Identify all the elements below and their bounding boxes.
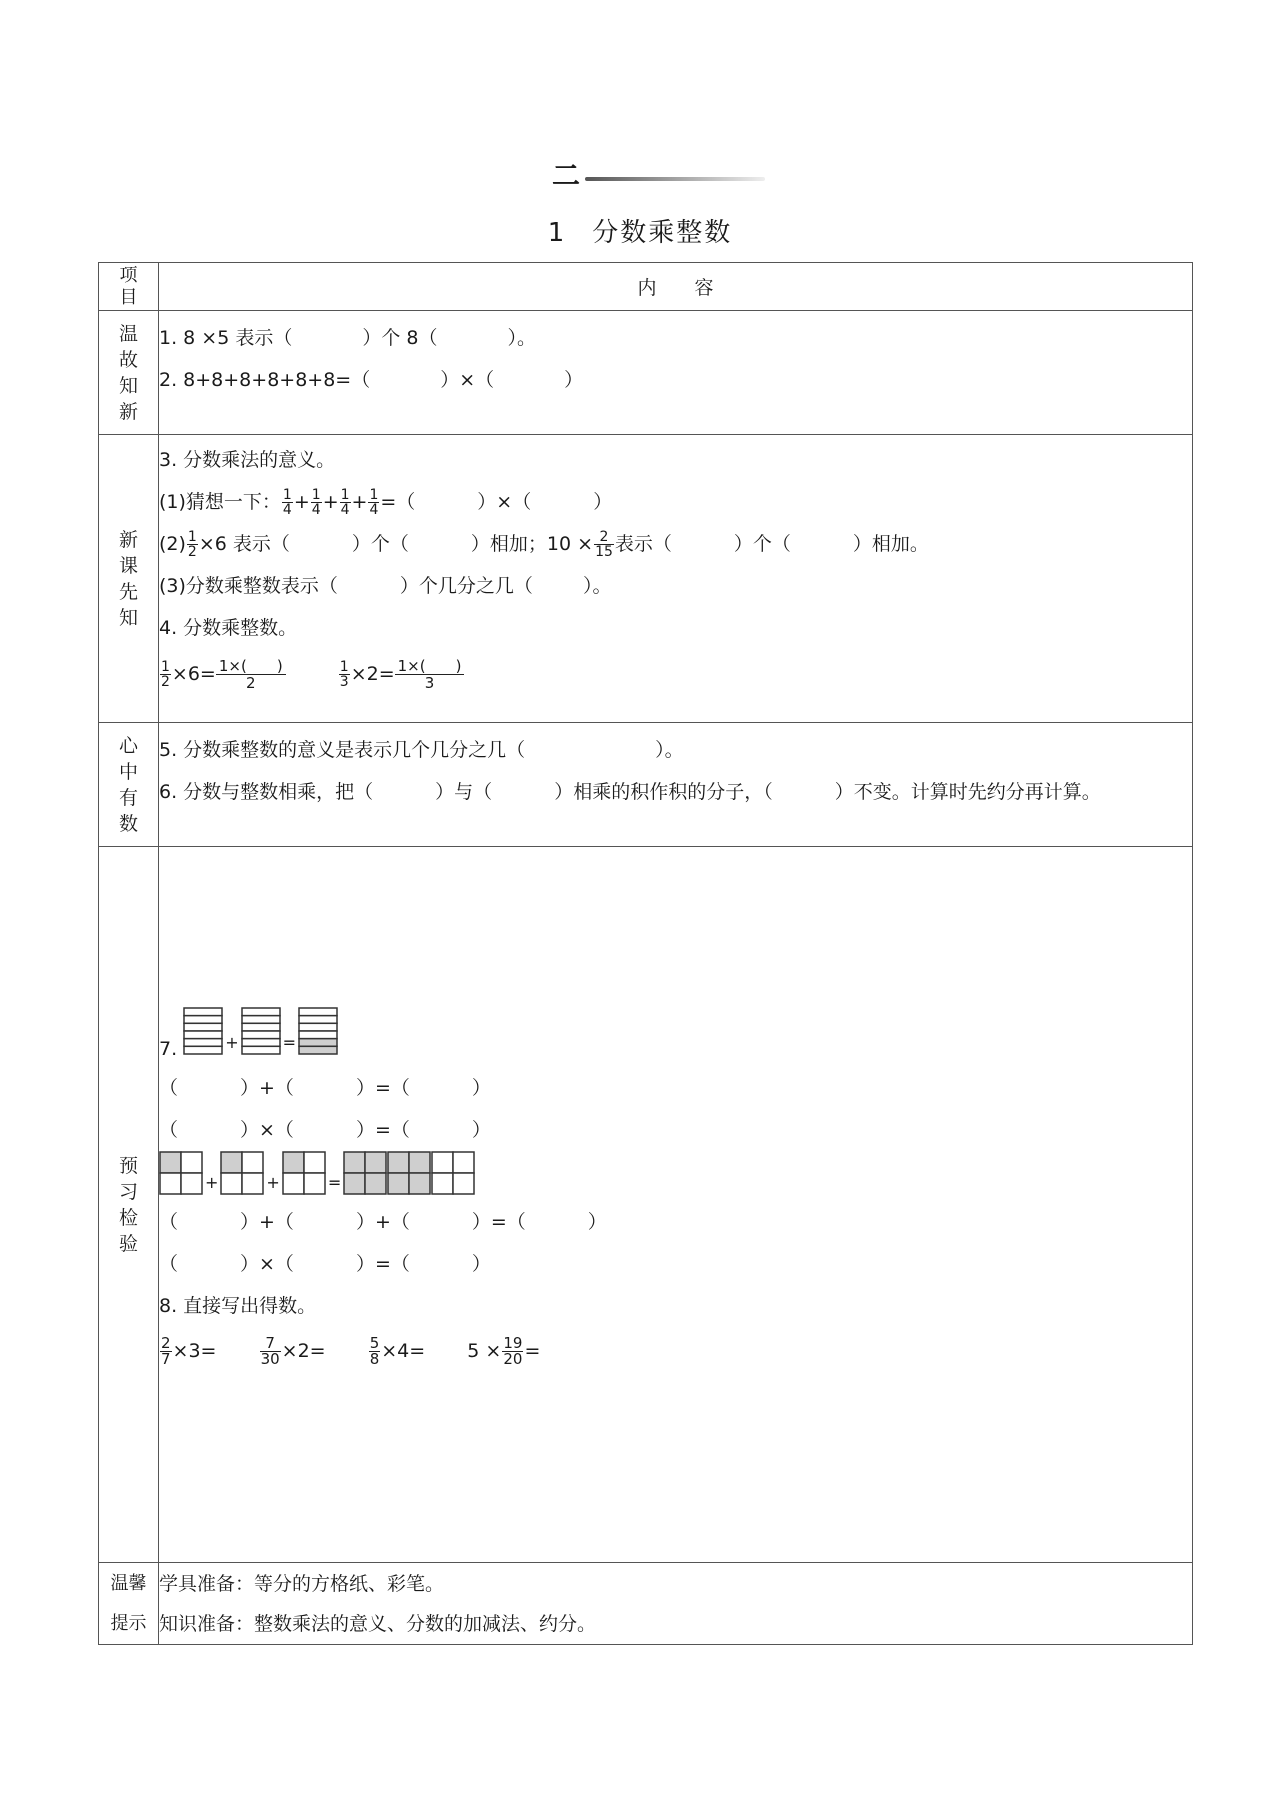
question-3-2: (2) $\frac{1}{2}$ ×6 表示（ ）个（ ）相加；10 × $\frac{2}{15}$ 表示（ ）个（ ）相加。: [159, 529, 929, 560]
strip-cell: [184, 1031, 222, 1039]
question-5: 5. 分数乘整数的意义是表示几个几分之几（ ）。: [159, 739, 684, 761]
question-7-add-1: （ ）+（ ）=（ ）: [159, 1077, 491, 1099]
tip-tools: 学具准备：等分的方格纸、彩笔。: [159, 1572, 445, 1595]
row-mind: [99, 723, 1193, 847]
question-7-add-2: （ ）+（ ）+（ ）=（ ）: [159, 1211, 607, 1233]
lesson-title: [0, 212, 1280, 249]
strip-cell: [299, 1046, 337, 1054]
square-cell: [221, 1173, 242, 1194]
question-8: [159, 1327, 1192, 1375]
square-cell: [453, 1152, 474, 1173]
strip-cell: [184, 1008, 222, 1016]
lesson-name: 分数乘整数: [592, 218, 733, 248]
row-check: [99, 847, 1193, 1563]
label-tips-text: 温馨 提示: [110, 1572, 147, 1634]
square-cell: [181, 1173, 202, 1194]
question-3-title: 3. 分数乘法的意义。: [159, 449, 336, 471]
question-8-title: 8. 直接写出得数。: [159, 1295, 317, 1317]
header-item: 项目: [99, 263, 159, 311]
strip-cell: [184, 1046, 222, 1054]
square-cell: [242, 1152, 263, 1173]
square-cell: [160, 1152, 181, 1173]
row-review: [99, 311, 1193, 435]
square-cell: [365, 1173, 386, 1194]
strip-cell: [184, 1016, 222, 1024]
content-tips: [159, 1563, 1193, 1645]
square-cell: [409, 1152, 430, 1173]
square-cell: [388, 1152, 409, 1173]
label-mind-text: 心中有数: [118, 734, 138, 835]
square-cell: [160, 1173, 181, 1194]
square-cell: [242, 1173, 263, 1194]
content-check: [159, 847, 1193, 1563]
square-cell: [304, 1173, 325, 1194]
chapter-mark: 二: [552, 159, 581, 192]
label-check: [99, 847, 159, 1563]
square-cell: [365, 1152, 386, 1173]
question-1: 1. 8 ×5 表示（ ）个 8（ ）。: [159, 327, 536, 349]
square-cell: [432, 1152, 453, 1173]
strip-cell: [184, 1023, 222, 1031]
question-2: 2. 8+8+8+8+8+8=（ ）×（ ）: [159, 369, 584, 391]
square-cell: [283, 1173, 304, 1194]
question-7-squares: + + =: [159, 1151, 1192, 1201]
question-6: 6. 分数与整数相乘，把（ ）与（ ）相乘的积作积的分子，（ ）不变。计算时先约分再计算。: [159, 781, 1101, 803]
label-check-text: 预习检验: [118, 1154, 138, 1255]
strip-cell: [242, 1039, 280, 1047]
strip-cell: [299, 1031, 337, 1039]
strip-cell: [242, 1046, 280, 1054]
square-cell: [453, 1173, 474, 1194]
label-review-text: 温故知新: [118, 322, 138, 423]
expr-4: 5 × $\frac{19}{20}$ =: [467, 1334, 541, 1368]
strip-cell: [299, 1023, 337, 1031]
row-preview: [99, 435, 1193, 723]
question-4-title: 4. 分数乘整数。: [159, 617, 298, 639]
square-cell: [409, 1173, 430, 1194]
question-4: $\frac{1}{2}$ ×6= $\frac{1\times( )}{2}$ $\frac{1}{3}$ ×2= $\frac{1\times( )}{3}$: [159, 649, 1192, 699]
strip-cell: [242, 1023, 280, 1031]
content-review: [159, 311, 1193, 435]
square-cell: [432, 1173, 453, 1194]
label-preview-text: 新课先知: [118, 528, 138, 629]
content-preview: [159, 435, 1193, 723]
chapter-underline: [585, 177, 765, 181]
question-7-mul-2: （ ）×（ ）=（ ）: [159, 1253, 491, 1275]
square-cell: [181, 1152, 202, 1173]
label-mind: [99, 723, 159, 847]
expr-1: $\frac{2}{7}$ ×3=: [161, 1334, 217, 1368]
strip-cell: [184, 1039, 222, 1047]
tip-knowledge: 知识准备：整数乘法的意义、分数的加减法、约分。: [159, 1612, 597, 1635]
row-tips: [99, 1563, 1193, 1645]
label-review: [99, 311, 159, 435]
strip-cell: [242, 1016, 280, 1024]
square-cell: [388, 1173, 409, 1194]
strip-cell: [299, 1039, 337, 1047]
question-7-mul-1: （ ）×（ ）=（ ）: [159, 1119, 491, 1141]
square-cell: [304, 1152, 325, 1173]
square-cell: [221, 1152, 242, 1173]
expr-3: $\frac{5}{8}$ ×4=: [369, 1334, 426, 1368]
square-cell: [344, 1152, 365, 1173]
question-7-figure: 7. + =: [159, 1007, 1192, 1067]
label-tips: [99, 1563, 159, 1645]
header-row: [99, 263, 1193, 311]
square-cell: [283, 1152, 304, 1173]
square-cell: [344, 1173, 365, 1194]
question-3-1: (1)猜想一下： $\frac{1}{4}$ + $\frac{1}{4}$ + $\frac{1}{4}$ + $\frac{1}{4}$ =（ ）×（ ）: [159, 487, 613, 518]
label-preview: [99, 435, 159, 723]
lesson-number: 1: [547, 218, 567, 248]
expr-2: $\frac{7}{30}$ ×2=: [260, 1334, 326, 1368]
strip-cell: [299, 1016, 337, 1024]
question-3-3: (3)分数乘整数表示（ ）个几分之几（ ）。: [159, 575, 612, 597]
header-content: 内 容: [159, 263, 1193, 311]
content-mind: [159, 723, 1193, 847]
strip-cell: [242, 1031, 280, 1039]
worksheet-table: [98, 262, 1193, 1645]
strip-cell: [242, 1008, 280, 1016]
strip-cell: [299, 1008, 337, 1016]
